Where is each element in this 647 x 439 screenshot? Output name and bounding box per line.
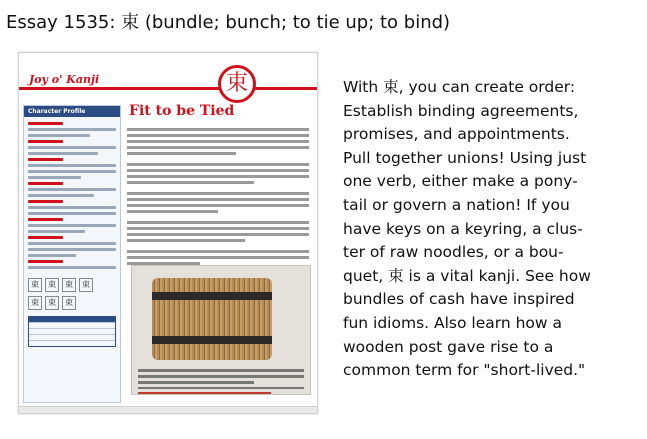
character-profile-panel [23,105,121,403]
profile-text [24,117,120,274]
stroke-order-row [28,278,116,292]
stroke-box: 束 [45,296,59,310]
noodle-bundle-photo [131,265,311,395]
essay-summary: With 束, you can create order: Establish binding agreements, promises, and appointments. Pull together unions! Using just one verb, either make a pony- tail or govern a nation! If you have keys on a keyring, a clus- ter of raw noodles, or a bou- quet, 束 is a vital kanji. See how bundles of cash have inspired fun idioms. Also learn how a wooden post gave rise to a common term for "short-lived." [343,78,591,380]
noodle-bundle-image [152,278,272,360]
stroke-box: 束 [62,278,76,292]
read-all-about-it-table [28,316,116,347]
joy-o-kanji-logo: Joy o' Kanji [29,73,100,86]
essay-heading: Essay 1535: 束 (bundle; bunch; to tie up; to bind) [6,12,451,33]
stroke-order-row [28,296,116,310]
essay-title: Fit to be Tied [129,103,235,119]
stroke-box: 束 [79,278,93,292]
stroke-box: 束 [62,296,76,310]
kanji-emblem: 束 [218,65,256,103]
header-red-rule [19,87,317,90]
page-footer [19,406,317,413]
stroke-box: 束 [28,278,42,292]
stroke-box: 束 [45,278,59,292]
profile-heading: Character Profile [24,106,120,117]
essay-thumbnail[interactable] [18,52,318,414]
photo-caption [138,366,304,395]
stroke-box: 束 [28,296,42,310]
brand-header [19,53,317,91]
essay-body-preview [127,125,309,268]
